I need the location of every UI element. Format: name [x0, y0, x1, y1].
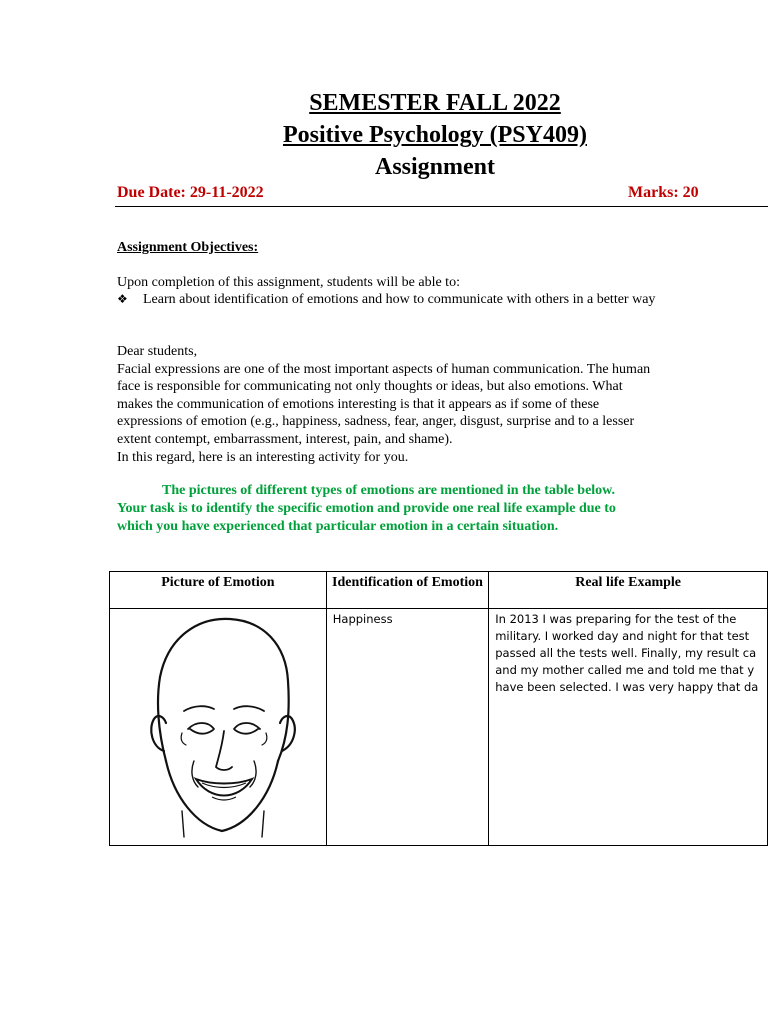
objectives-intro: Upon completion of this assignment, students will be able to:	[117, 275, 460, 290]
marks: Marks: 20	[628, 184, 699, 201]
example-line: military. I worked day and night for that test	[495, 629, 750, 643]
semester-title	[0, 88, 768, 118]
column-header: Real life Example	[489, 572, 768, 609]
smiling-face-icon	[118, 611, 318, 843]
emotion-picture-cell	[110, 609, 327, 846]
assignment-heading: Assignment	[374, 154, 495, 180]
table-row	[110, 609, 768, 846]
objective-text: Learn about identification of emotions and how to communicate with others in a better way	[143, 292, 656, 307]
body-paragraphs	[117, 343, 657, 466]
example-line: and my mother called me and told me that y	[495, 663, 755, 677]
diamond-bullet-icon: ❖	[117, 292, 128, 306]
example-line: In 2013 I was preparing for the test of the	[495, 612, 737, 626]
example-line: have been selected. I was very happy that da	[495, 680, 759, 694]
emotion-table	[109, 571, 768, 846]
column-header: Picture of Emotion	[110, 572, 327, 609]
task-instructions: The pictures of different types of emotions are mentioned in the table below. Your task is to identify the specific emotion and provide one real life example due to which you have experienced that particular emotion in a certain situation.	[117, 483, 616, 534]
course-title	[0, 120, 768, 150]
objectives-heading: Assignment Objectives:	[117, 240, 259, 255]
objective-bullet	[117, 291, 657, 309]
due-marks-row	[115, 184, 768, 207]
due-date: Due Date: 29-11-2022	[117, 184, 264, 201]
greeting: Dear students,	[117, 344, 198, 359]
example-line: passed all the tests well. Finally, my result ca	[495, 646, 757, 660]
activity-line: In this regard, here is an interesting activity for you.	[117, 449, 409, 465]
course-heading: Positive Psychology (PSY409)	[283, 122, 587, 148]
emotion-name: Happiness	[332, 612, 393, 626]
example-cell	[489, 609, 768, 846]
table-header-row	[110, 572, 768, 609]
emotion-name-cell	[326, 609, 488, 846]
document-type	[0, 152, 768, 182]
intro-paragraph: Facial expressions are one of the most important aspects of human communication. The human face is responsible for communicating not only thoughts or ideas, but also emotions. What makes the communication of emotions interesting is that it appears as if some of these expressions of emotion (e.g., happiness, sadness, fear, anger, disgust, surprise and to a lesser extent contempt, embarrassment, interest, pain, and shame).	[117, 361, 651, 447]
column-header: Identification of Emotion	[326, 572, 488, 609]
example-text	[489, 609, 767, 696]
semester-heading: SEMESTER FALL 2022	[309, 90, 561, 116]
